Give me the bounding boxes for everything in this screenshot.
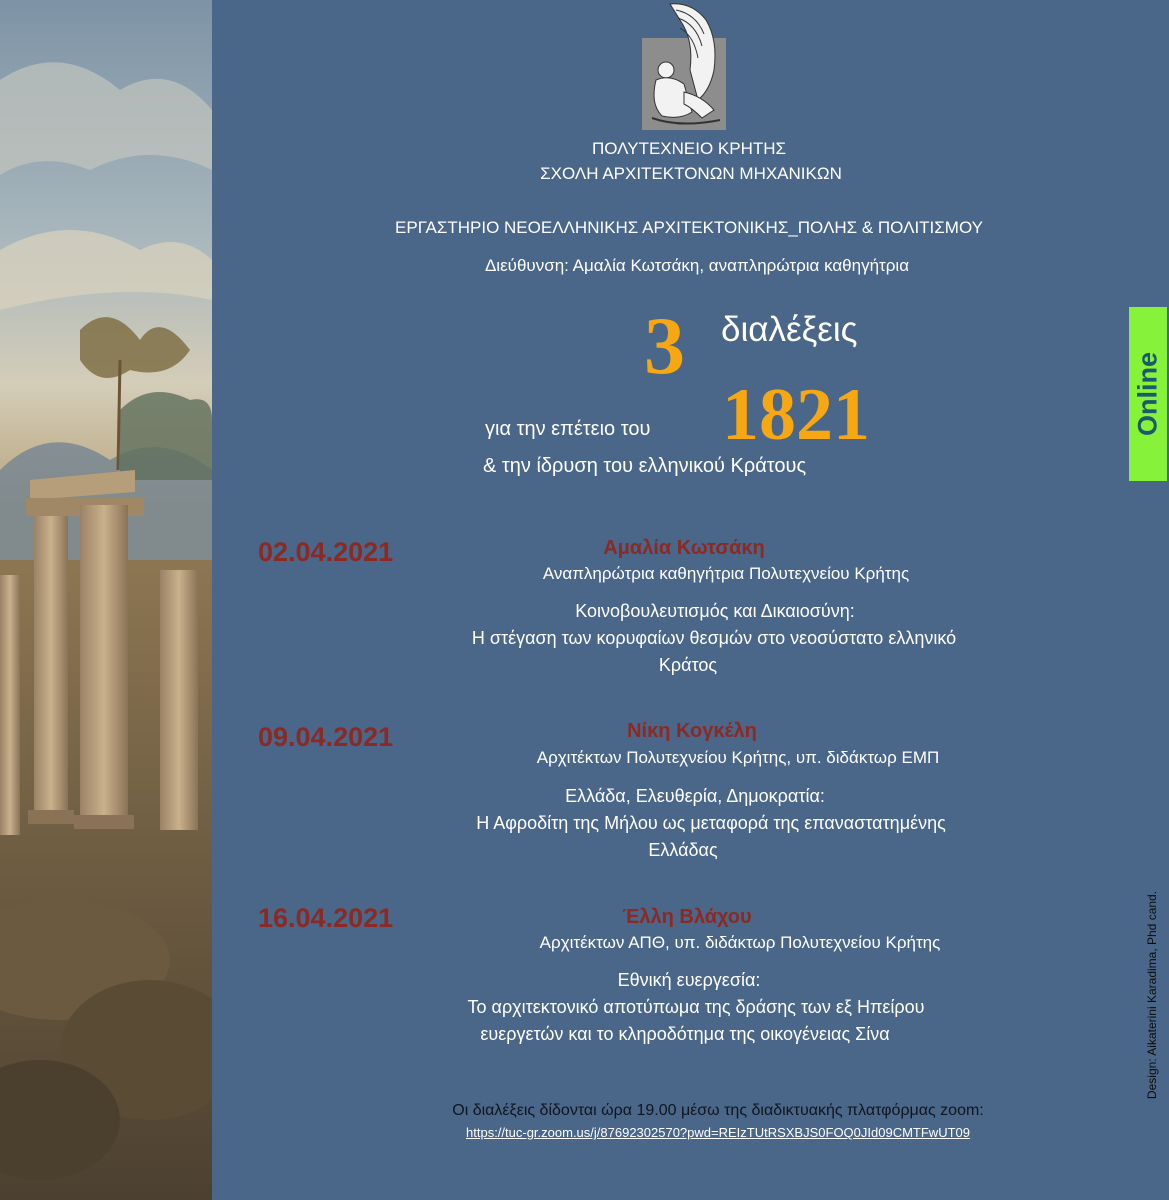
lecture-title-line: Κοινοβουλευτισμός και Δικαιοσύνη: [575,601,855,621]
speaker-role: Αναπληρώτρια καθηγήτρια Πολυτεχνείου Κρήτης [542,564,910,583]
zoom-note: Οι διαλέξεις δίδονται ώρα 19.00 μέσω της διαδικτυακής πλατφόρμας zoom: [452,1102,984,1119]
lecture-title-line: Το αρχιτεκτονικό αποτύπωμα της δράσης των εξ Ηπείρου [467,997,925,1017]
speaker-role: Αρχιτέκτων ΑΠΘ, υπ. διδάκτωρ Πολυτεχνείου Κρήτης [539,933,941,952]
lecture-title-line: Η Αφροδίτη της Μήλου ως μεταφορά της επαναστατημένης [476,813,946,833]
ancient-temple-painting [0,0,212,1200]
zoom-link-wrap [466,1125,970,1140]
direction-line: Διεύθυνση: Αμαλία Κωτσάκη, αναπληρώτρια καθηγήτρια [484,256,910,275]
winged-figure-logo [640,0,728,130]
lecture-title-line: Ελλάδα, Ελευθερία, Δημοκρατία: [565,786,825,806]
lecture-date: 16.04.2021 [258,903,394,933]
lecture-title-line: Κράτος [658,655,718,675]
founding-text: & την ίδρυση του ελληνικού Κράτους [483,455,807,477]
lecture-speaker: Νίκη Κογκέλη [627,720,757,742]
lecture-title-line: Ελλάδας [648,840,718,860]
design-credit: Design: Aikaterini Karadima, Phd cand. [1145,890,1159,1100]
lecture-count: 3 [644,300,685,391]
year-1821: 1821 [722,374,870,456]
lecture-speaker: Αμαλία Κωτσάκη [603,537,765,559]
lecture-speaker: Έλλη Βλάχου [622,906,752,928]
zoom-link[interactable]: https://tuc-gr.zoom.us/j/87692302570?pwd=REIzTUtRSXBJS0FOQ0JId09CMTFwUT09 [466,1125,970,1140]
lecture-title-line: Η στέγαση των κορυφαίων θεσμών στο νεοσύστατο ελληνικό [471,628,957,648]
lecture-date: 09.04.2021 [258,722,394,752]
lecture-date: 02.04.2021 [258,537,394,567]
school-name: ΣΧΟΛΗ ΑΡΧΙΤΕΚΤΟΝΩΝ ΜΗΧΑΝΙΚΩΝ [540,164,842,183]
anniversary-text: για την επέτειο του [485,418,651,440]
lecture-title-line: Εθνική ευεργεσία: [617,970,761,990]
lectures-word: διαλέξεις [721,310,858,349]
university-name: ΠΟΛΥΤΕΧΝΕΙΟ ΚΡΗΤΗΣ [591,139,787,158]
speaker-role: Αρχιτέκτων Πολυτεχνείου Κρήτης, υπ. διδάκτωρ ΕΜΠ [536,748,940,767]
online-label: Online [1132,351,1163,437]
lab-name: ΕΡΓΑΣΤΗΡΙΟ ΝΕΟΕΛΛΗΝΙΚΗΣ ΑΡΧΙΤΕΚΤΟΝΙΚΗΣ_ΠΟΛΗΣ & ΠΟΛΙΤΙΣΜΟΥ [395,218,983,237]
lecture-title-line: ευεργετών και το κληροδότημα της οικογένειας Σίνα [480,1024,890,1044]
